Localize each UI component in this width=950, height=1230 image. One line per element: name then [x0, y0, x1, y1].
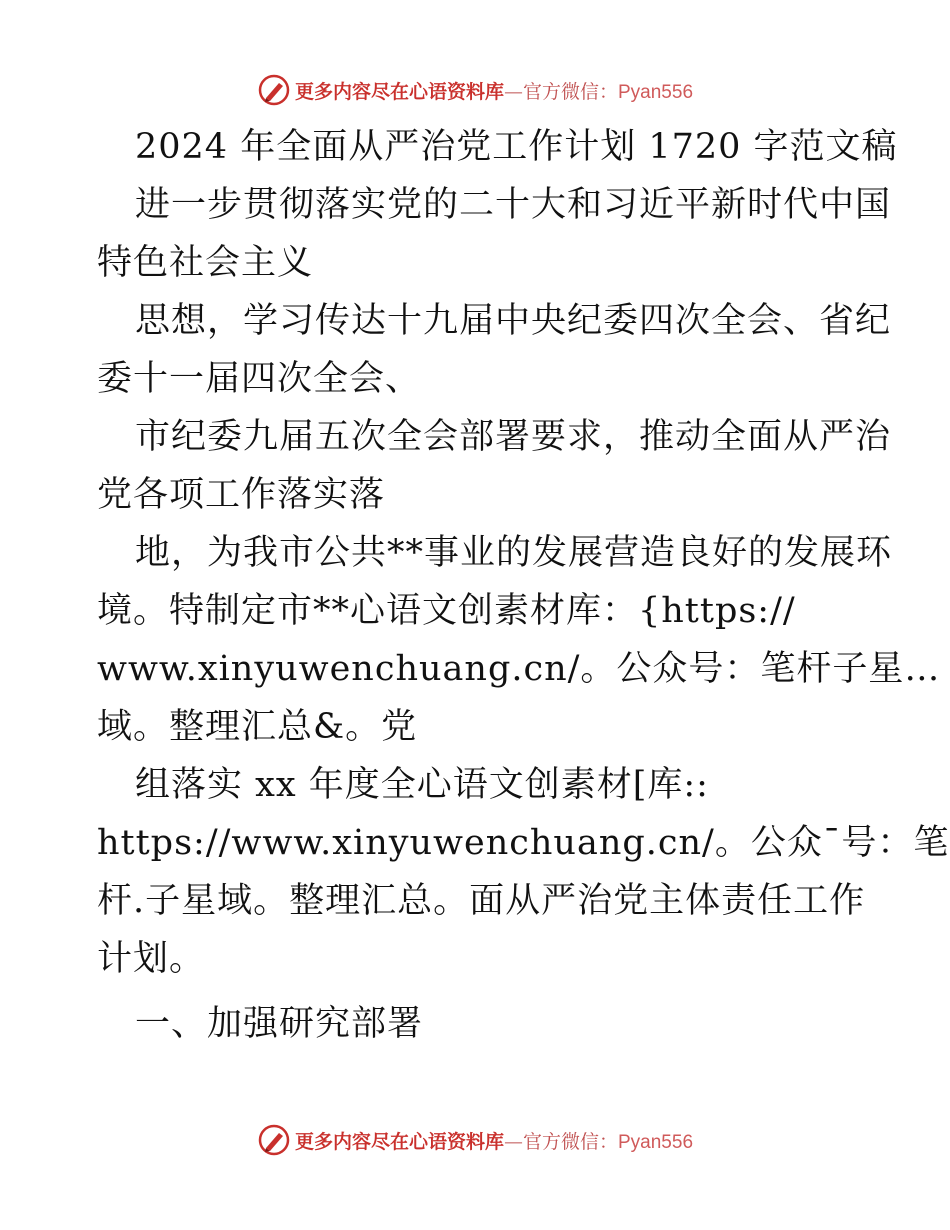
paragraph-line: https://www.xinyuwenchuang.cn/。公众¯号：笔 — [97, 823, 950, 863]
watermark-label: 官方微信： — [522, 80, 618, 103]
paragraph-line: 杆.子星域。整理汇总。面从严治党主体责任工作 — [97, 881, 866, 921]
watermark-separator: — — [503, 80, 523, 103]
watermark-main-text: 更多内容尽在心语资料库 — [294, 80, 504, 103]
watermark-id: Pyan556 — [618, 81, 694, 103]
paragraph-line: 市纪委九届五次全会部署要求，推动全面从严治 — [135, 417, 892, 457]
section-heading: 一、加强研究部署 — [135, 1004, 424, 1044]
paragraph-line: 思想，学习传达十九届中央纪委四次全会、省纪 — [135, 301, 892, 341]
watermark-main-text: 更多内容尽在心语资料库 — [294, 1130, 504, 1153]
footer-watermark — [0, 1120, 950, 1160]
paragraph-line: 组落实 xx 年度全心语文创素材[库:: — [135, 765, 709, 805]
watermark-separator: — — [503, 1130, 523, 1153]
watermark-id: Pyan556 — [618, 1131, 694, 1153]
paragraph-line: 进一步贯彻落实党的二十大和习近平新时代中国 — [135, 185, 892, 225]
document-title: 2024 年全面从严治党工作计划 1720 字范文稿 — [135, 127, 898, 167]
watermark-label: 官方微信： — [522, 1130, 618, 1153]
header-watermark — [0, 70, 950, 110]
paragraph-line: www.xinyuwenchuang.cn/。公众号：笔杆子星… — [97, 649, 941, 689]
paragraph-line: 地，为我市公共**事业的发展营造良好的发展环 — [135, 533, 893, 573]
paragraph-line: 特色社会主义 — [97, 243, 314, 283]
paragraph-line: 计划。 — [97, 939, 206, 979]
paragraph-line: 境。特制定市**心语文创素材库：{https:// — [97, 591, 796, 631]
paragraph-line: 党各项工作落实落 — [97, 475, 386, 515]
pen-logo-icon — [257, 1123, 291, 1157]
paragraph-line: 域。整理汇总&。党 — [97, 707, 418, 747]
paragraph-line: 委十一届四次全会、 — [97, 359, 422, 399]
pen-logo-icon — [257, 73, 291, 107]
